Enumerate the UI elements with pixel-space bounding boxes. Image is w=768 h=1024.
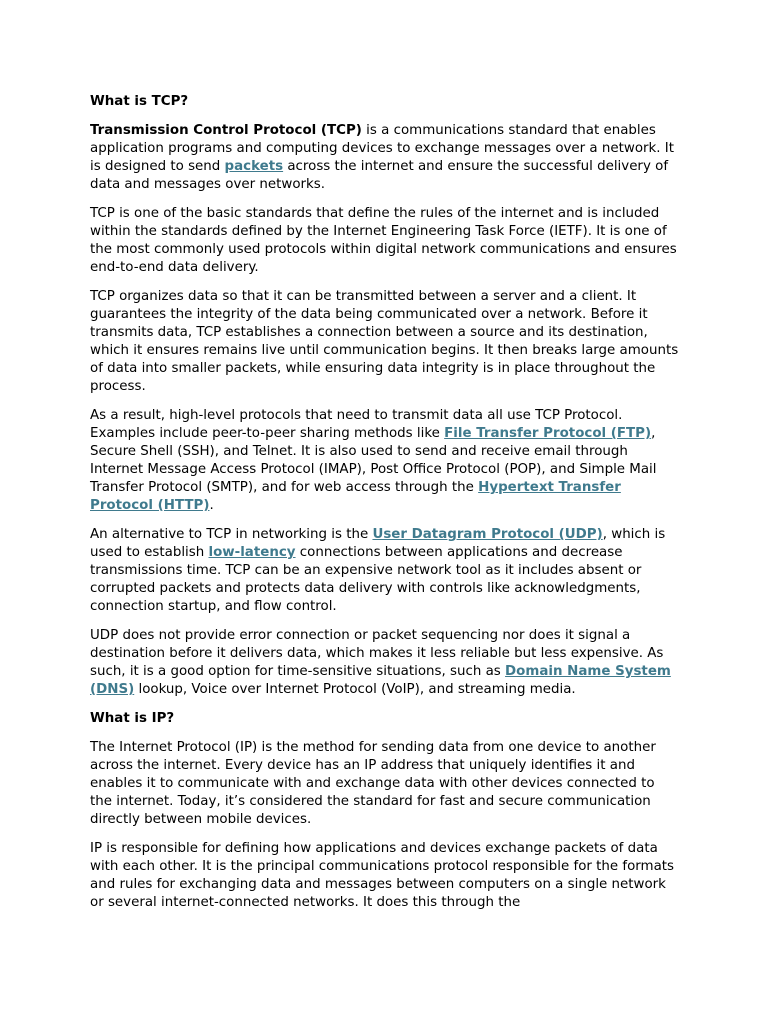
tcp-paragraph-4 bbox=[90, 407, 680, 515]
tcp-paragraph-2: TCP is one of the basic standards that define the rules of the internet and is included within the standards defined by the Internet Engineering Task Force (IETF). It is one of the most commonly used protocols within digital network communications and ensures end-to-end data delivery. bbox=[90, 206, 677, 275]
tcp-paragraph-6 bbox=[90, 627, 680, 699]
tcp-p5-text-a: An alternative to TCP in networking is the bbox=[90, 527, 373, 542]
tcp-p5-text-b: , which is used to establish bbox=[90, 527, 666, 560]
tcp-p4-text-c: . bbox=[209, 498, 214, 513]
ip-heading: What is IP? bbox=[90, 711, 175, 726]
tcp-heading: What is TCP? bbox=[90, 94, 189, 109]
dns-link[interactable]: Domain Name System (DNS) bbox=[90, 664, 671, 697]
udp-link[interactable]: User Datagram Protocol (UDP) bbox=[372, 527, 603, 542]
tcp-p6-text-a: UDP does not provide error connection or packet sequencing nor does it signal a destination before it delivers data, which makes it less reliable but less expensive. As such, it is a good option for time-sensitive situations, such as bbox=[90, 628, 664, 679]
tcp-paragraph-5 bbox=[90, 526, 680, 616]
ftp-link[interactable]: File Transfer Protocol (FTP) bbox=[444, 426, 652, 441]
ip-paragraph-1: The Internet Protocol (IP) is the method for sending data from one device to another across the internet. Every device has an IP address that uniquely identifies it and enables it to communicate with and exchange data with other devices connected to the internet. Today, it’s considered the standard for fast and secure communication directly between mobile devices. bbox=[90, 740, 656, 827]
tcp-p6-text-b: lookup, Voice over Internet Protocol (VoIP), and streaming media. bbox=[134, 682, 576, 697]
tcp-p1-text-a: is a communications standard that enables application programs and computing devices to exchange messages over a network. It is designed to send bbox=[90, 123, 674, 174]
tcp-p4-text-b: , Secure Shell (SSH), and Telnet. It is also used to send and receive email through Internet Message Access Protocol (IMAP), Post Office Protocol (POP), and Simple Mail Transfer Protocol (SMTP), and for web access through the bbox=[90, 426, 657, 495]
tcp-p4-text-a: As a result, high-level protocols that need to transmit data all use TCP Protocol. Examples include peer-to-peer sharing methods like bbox=[90, 408, 623, 441]
tcp-p5-text-c: connections between applications and decrease transmissions time. TCP can be an expensive network tool as it includes absent or corrupted packets and protects data delivery with controls like acknowledgments, connection startup, and flow control. bbox=[90, 545, 642, 614]
tcp-paragraph-3: TCP organizes data so that it can be transmitted between a server and a client. It guarantees the integrity of the data being communicated over a network. Before it transmits data, TCP establishes a connection between a source and its destination, which it ensures remains live until communication begins. It then breaks large amounts of data into smaller packets, while ensuring data integrity is in place throughout the process. bbox=[90, 289, 679, 394]
ip-paragraph-2: IP is responsible for defining how applications and devices exchange packets of data with each other. It is the principal communications protocol responsible for the formats and rules for exchanging data and messages between computers on a single network or several internet-connected networks. It does this through the bbox=[90, 841, 675, 910]
document-page bbox=[90, 90, 680, 923]
http-link[interactable]: Hypertext Transfer Protocol (HTTP) bbox=[90, 480, 621, 513]
tcp-p1-text-b: across the internet and ensure the successful delivery of data and messages over networks. bbox=[90, 159, 669, 192]
tcp-paragraph-1 bbox=[90, 122, 680, 194]
low-latency-link[interactable]: low-latency bbox=[208, 545, 296, 560]
packets-link[interactable]: packets bbox=[224, 159, 284, 174]
tcp-term: Transmission Control Protocol (TCP) bbox=[90, 123, 362, 138]
